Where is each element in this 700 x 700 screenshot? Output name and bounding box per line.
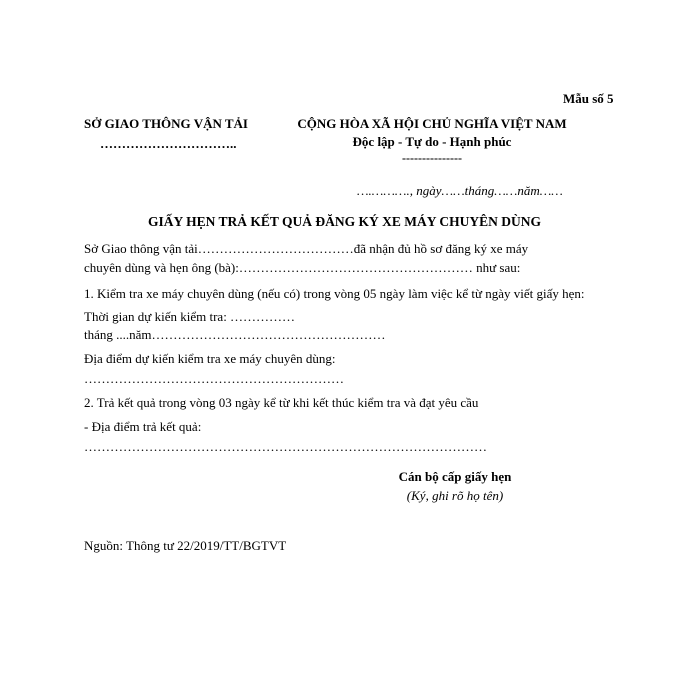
inspection-time-line-2: tháng ....năm……………………………………………… xyxy=(84,327,386,342)
item-2-result: 2. Trả kết quả trong vòng 03 ngày kể từ khi kết thúc kiểm tra và đạt yêu cầu xyxy=(84,395,479,410)
agency-name: SỞ GIAO THÔNG VẬN TẢI xyxy=(84,116,248,131)
source-note: Nguồn: Thông tư 22/2019/TT/BGTVT xyxy=(84,538,287,553)
motto-underline: --------------- xyxy=(402,151,462,165)
result-place-dots: ………………………………………………………………………………… xyxy=(84,439,487,454)
item-1-inspection: 1. Kiểm tra xe máy chuyên dùng (nếu có) trong vòng 05 ngày làm việc kể từ ngày viết giấy hẹn: xyxy=(84,286,585,301)
inspection-place-label: Địa điểm dự kiến kiểm tra xe máy chuyên dùng: xyxy=(84,351,336,366)
agency-placeholder: ………………………….. xyxy=(100,136,237,151)
intro-line-2: chuyên dùng và hẹn ông (bà):……………………………………………… như sau: xyxy=(84,260,521,275)
inspection-place-dots: …………………………………………………… xyxy=(84,371,344,386)
intro-line-1: Sở Giao thông vận tải………………………………đã nhận đủ hồ sơ đăng ký xe máy xyxy=(84,241,529,256)
date-line: ….………., ngày……tháng……năm…… xyxy=(357,183,563,198)
form-number: Mẫu số 5 xyxy=(563,91,614,106)
result-place-label: - Địa điểm trả kết quả: xyxy=(84,419,202,434)
country-name: CỘNG HÒA XÃ HỘI CHỦ NGHĨA VIỆT NAM xyxy=(297,116,567,131)
national-motto: Độc lập - Tự do - Hạnh phúc xyxy=(352,134,512,149)
signature-title: Cán bộ cấp giấy hẹn xyxy=(398,469,512,484)
document-title: GIẤY HẸN TRẢ KẾT QUẢ ĐĂNG KÝ XE MÁY CHUYÊN DÙNG xyxy=(148,214,542,229)
signature-note: (Ký, ghi rõ họ tên) xyxy=(406,488,504,503)
inspection-time-line-1: Thời gian dự kiến kiểm tra: …………… xyxy=(84,309,296,324)
